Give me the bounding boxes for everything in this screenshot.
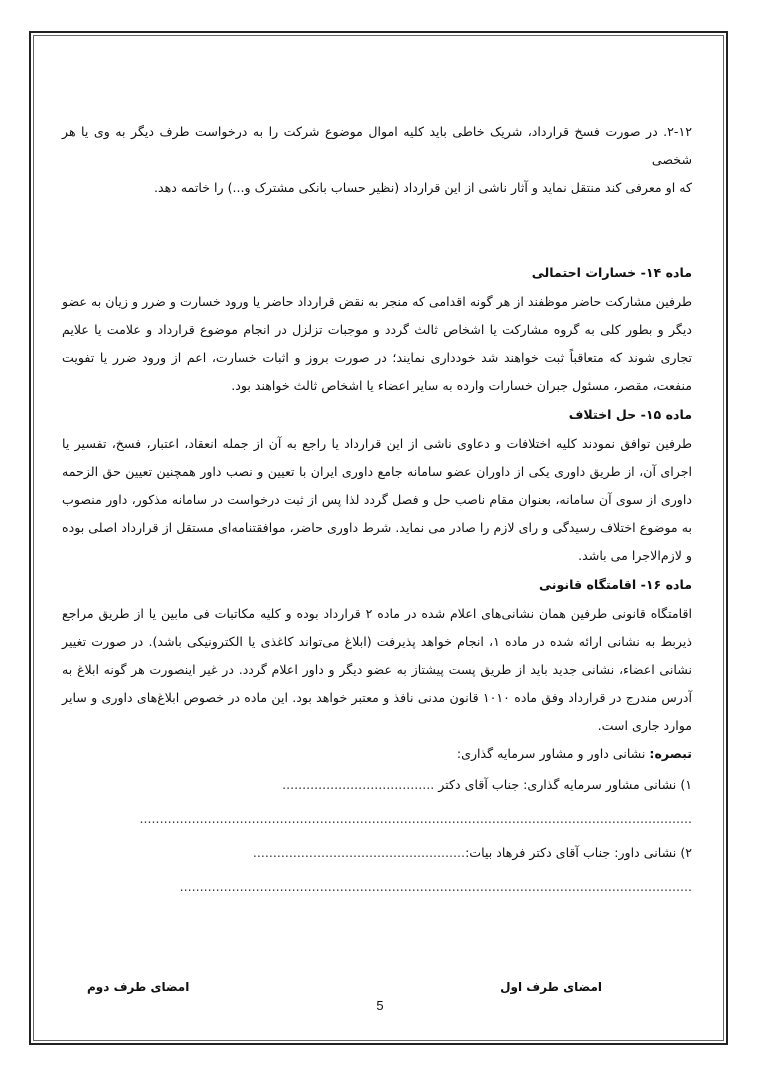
signature-row [62,980,692,1000]
note-item-2-cont-dots: ................................................................................................................................ [179,879,692,894]
clause-12-2-line2: که او معرفی کند منتقل نماید و آثار ناشی از این قرارداد (نظیر حساب بانکی مشترک و...) را خاتمه دهد. [153,180,692,195]
article-15-body: طرفین توافق نمودند کلیه اختلافات و دعاوی ناشی از این قرارداد یا راجع به آن از جمله انعقاد، اعتبار، فسخ، تفسیر یا اجرای آن، از طریق داوری یکی از داوران عضو سامانه جامع داوری ایران با تعیین و نصب داور همچنین تعیین حق الزحمه داوری از سوی آن سامانه، بعنوان مقام ناصب حل و فصل گردد لذا پس از ثبت درخواست در سامانه مذکور، داور منصوب به موضوع اختلاف رسیدگی و رای لازم را صادر می نماید. شرط داوری حاضر، موافقتنامه‌ای مستقل از قرارداد اصلی بوده و لازم‌الاجرا می باشد. [62,436,692,563]
note-item-2 [62,836,692,870]
note-label: تبصره: [649,746,692,761]
note-line [62,740,692,768]
document-body [62,118,692,904]
signature-first-party: امضای طرف اول [500,980,602,994]
article-16-title: ماده ۱۶- اقامتگاه قانونی [539,577,692,592]
note-item-1-cont-dots: .......................................................................................................................................... [139,811,692,826]
article-16-body: اقامتگاه قانونی طرفین همان نشانی‌های اعلام شده در ماده ۲ قرارداد بوده و کلیه مکاتبات فی مابین یا از طریق مراجع ذیربط به نشانی ارائه شده در ماده ۱، انجام خواهد پذیرفت (ابلاغ می‌تواند کاغذی یا الکترونیکی باشد). در صورت تغییر نشانی اعضاء، نشانی جدید باید از طریق پست پیشتاز به عضو دیگر و داور اعلام گردد. در غیر اینصورت هر گونه ابلاغ به آدرس مندرج در قرارداد وفق ماده ۱۰۱۰ قانون مدنی نافذ و معتبر خواهد بود. این ماده در خصوص ابلاغ‌های داوری و سایر موارد جاری است. [62,606,692,733]
article-14-title: ماده ۱۴- خسارات احتمالی [531,265,692,280]
spacer [62,202,692,258]
note-item-1-label: ۱) نشانی مشاور سرمایه گذاری: جناب آقای دکتر [438,777,692,792]
article-14-body: طرفین مشارکت حاضر موظفند از هر گونه اقدامی که منجر به نقض قرارداد حاضر یا ورود خسارت و ضرر و زیان به عضو دیگر و بطور کلی به گروه مشارکت یا اشخاص ثالث گردد و موجبات تزلزل در انجام موضوع قرارداد و علامت یا علایم تجاری شوند که متعاقباً ثبت خواهند شد خودداری نمایند؛ در صورت بروز و اثبات خسارت، اعم از ورود ضرر یا تفویت منفعت، مقصر، مسئول جبران خسارات وارده به سایر اعضاء یا اشخاص ثالث خواهند بود. [62,294,692,393]
signature-second-party: امضای طرف دوم [87,980,190,994]
note-item-2-dots: ..................................................... [252,845,466,860]
note-item-1 [62,768,692,802]
clause-12-2-line1: ۲-۱۲. در صورت فسخ قرارداد، شریک خاطی باید کلیه اموال موضوع شرکت را به درخواست طرف دیگر به وی یا هر شخصی [62,124,692,167]
note-text: نشانی داور و مشاور سرمایه گذاری: [456,746,650,761]
page-number: 5 [376,998,384,1013]
note-item-2-continuation [62,870,692,904]
note-item-2-label: ۲) نشانی داور: جناب آقای دکتر فرهاد بیات: [465,845,692,860]
note-item-1-dots: ...................................... [282,777,435,792]
article-15-title: ماده ۱۵- حل اختلاف [568,407,692,422]
note-item-1-continuation [62,802,692,836]
